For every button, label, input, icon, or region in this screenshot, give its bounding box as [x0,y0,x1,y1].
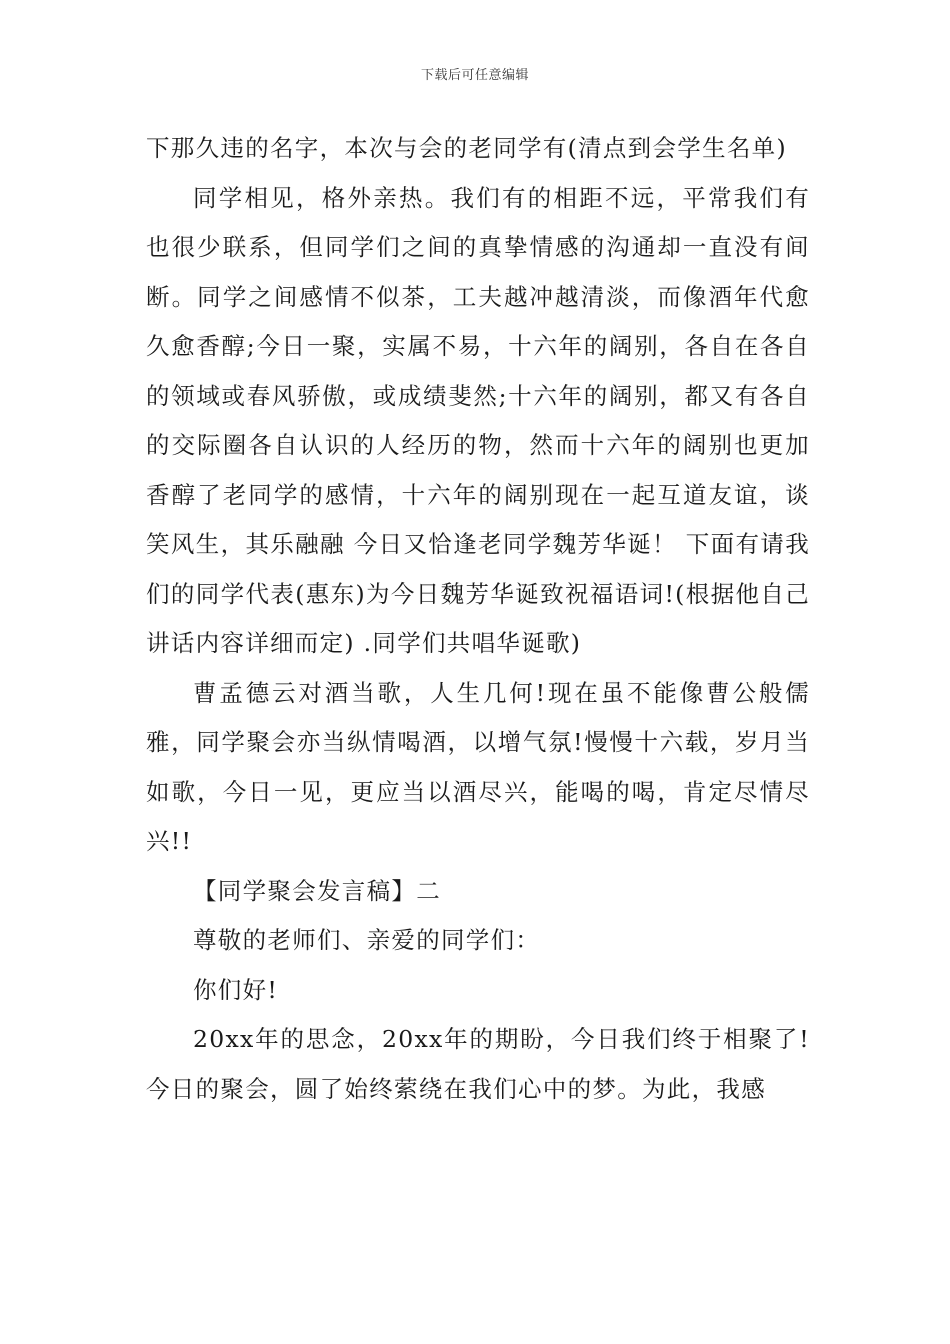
salutation: 尊敬的老师们、亲爱的同学们： [193,926,541,954]
document-body [146,124,810,1114]
paragraph-2: 同学相见，格外亲热。我们有的相距不远，平常我们有也很少联系，但同学们之间的真挚情感的沟通却一直没有间断。同学之间感情不似茶，工夫越冲越清淡，而像酒年代愈久愈香醇;今日一聚，实属不易，十六年的阔别，各自在各自的领域或春风骄傲，或成绩斐然;十六年的阔别，都又有各自的交际圈各自认识的人经历的物，然而十六年的阔别也更加香醇了老同学的感情，十六年的阔别现在一起互道友谊，谈笑风生，其乐融融 今日又恰逢老同学魏芳华诞！ 下面有请我们的同学代表(惠东)为今日魏芳华诞致祝福语词!(根据他自己讲话内容详细而定) .同学们共唱华诞歌) [146,183,810,657]
page-header: 下载后可任意编辑 [420,68,529,83]
paragraph-1: 下那久违的名字，本次与会的老同学有(清点到会学生名单) [146,134,787,162]
paragraph-3: 曹孟德云对酒当歌，人生几何!现在虽不能像曹公般儒雅，同学聚会亦当纵情喝酒，以增气氛!慢慢十六载，岁月当如歌，今日一见，更应当以酒尽兴，能喝的喝，肯定尽情尽兴!! [146,678,810,855]
paragraph-7: 20xx年的思念，20xx年的期盼，今日我们终于相聚了!今日的聚会，圆了始终萦绕在我们心中的梦。为此，我感 [146,1025,810,1103]
section-heading: 【同学聚会发言稿】二 [193,876,441,905]
greeting: 你们好! [193,975,279,1004]
